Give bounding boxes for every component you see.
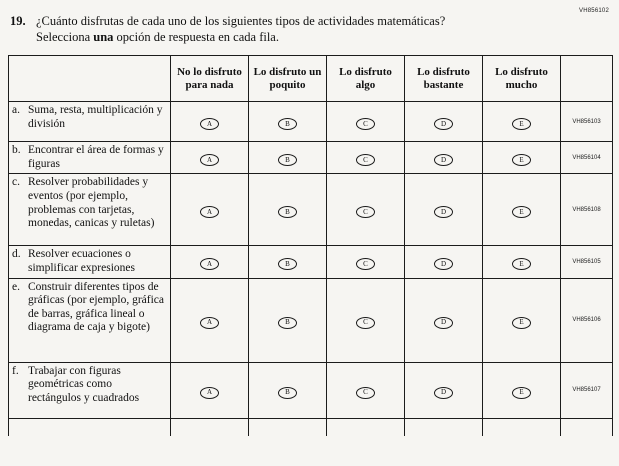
answer-bubble-b[interactable] — [278, 387, 297, 399]
option-cell-3 — [327, 246, 405, 278]
option-cell-2 — [249, 174, 327, 246]
answer-bubble-a[interactable] — [200, 317, 219, 329]
bubble-letter: B — [285, 388, 290, 396]
bubble-letter: A — [206, 207, 213, 216]
answer-bubble-e[interactable] — [512, 258, 531, 270]
header-row — [9, 56, 613, 102]
bubble-letter: B — [285, 207, 290, 216]
bubble-letter: E — [519, 207, 524, 216]
row-accession-code: VH856108 — [561, 174, 613, 246]
bubble-letter: E — [519, 155, 524, 164]
table-row — [9, 174, 613, 246]
option-cell-2 — [249, 246, 327, 278]
answer-bubble-d[interactable] — [434, 206, 453, 218]
partial-cutoff-row — [9, 418, 613, 436]
option-cell-4 — [405, 278, 483, 362]
option-cell-5 — [483, 102, 561, 142]
option-cell-1 — [171, 102, 249, 142]
answer-bubble-b[interactable] — [278, 118, 297, 130]
option-cell-5 — [483, 246, 561, 278]
bubble-letter: D — [440, 259, 447, 268]
option-cell-5 — [483, 362, 561, 418]
answer-bubble-a[interactable] — [200, 118, 219, 130]
table-row — [9, 102, 613, 142]
bubble-letter: C — [363, 388, 368, 396]
response-matrix-table — [8, 55, 613, 436]
bubble-letter: B — [285, 318, 290, 326]
row-letter: d. — [12, 248, 21, 261]
bubble-letter: B — [285, 155, 290, 164]
option-cell-4 — [405, 362, 483, 418]
option-cell-3 — [327, 102, 405, 142]
activity-label-cell — [9, 278, 171, 362]
header-option-5: Lo disfruto mucho — [483, 56, 561, 102]
answer-bubble-d[interactable] — [434, 118, 453, 130]
table-row — [9, 142, 613, 174]
answer-bubble-a[interactable] — [200, 387, 219, 399]
option-cell-5 — [483, 142, 561, 174]
bubble-letter: A — [206, 155, 213, 164]
answer-bubble-c[interactable] — [356, 118, 375, 130]
answer-bubble-c[interactable] — [356, 387, 375, 399]
answer-bubble-a[interactable] — [200, 154, 219, 166]
bubble-letter: C — [363, 318, 368, 326]
option-cell-3 — [327, 174, 405, 246]
bubble-letter: D — [440, 207, 447, 216]
row-letter: a. — [12, 104, 20, 117]
answer-bubble-e[interactable] — [512, 118, 531, 130]
answer-bubble-c[interactable] — [356, 258, 375, 270]
header-option-2: Lo disfruto un poquito — [249, 56, 327, 102]
bubble-letter: A — [206, 388, 213, 396]
bubble-letter: E — [519, 318, 524, 326]
bubble-letter: D — [440, 318, 447, 326]
bubble-letter: D — [440, 388, 447, 396]
answer-bubble-c[interactable] — [356, 154, 375, 166]
answer-bubble-d[interactable] — [434, 258, 453, 270]
option-cell-2 — [249, 142, 327, 174]
activity-label: Trabajar con figuras geométricas como rectángulos y cuadrados — [28, 364, 140, 404]
answer-bubble-d[interactable] — [434, 317, 453, 329]
answer-bubble-b[interactable] — [278, 317, 297, 329]
activity-label: Construir diferentes tipos de gráficas (por ejemplo, gráfica de barras, gráfica lineal o diagrama de caja y bigote) — [28, 280, 165, 334]
bubble-letter: A — [206, 318, 213, 326]
row-accession-code: VH856107 — [561, 362, 613, 418]
question-text-after: opción de respuesta en cada fila. — [113, 29, 279, 44]
answer-bubble-a[interactable] — [200, 258, 219, 270]
answer-bubble-e[interactable] — [512, 206, 531, 218]
answer-bubble-b[interactable] — [278, 206, 297, 218]
answer-bubble-d[interactable] — [434, 387, 453, 399]
bubble-letter: C — [363, 207, 368, 216]
bubble-letter: C — [363, 259, 368, 268]
bubble-letter: E — [519, 119, 524, 128]
activity-label: Encontrar el área de formas y figuras — [28, 144, 164, 170]
answer-bubble-b[interactable] — [278, 154, 297, 166]
option-cell-4 — [405, 102, 483, 142]
table-body — [9, 102, 613, 436]
option-cell-1 — [171, 278, 249, 362]
option-cell-1 — [171, 246, 249, 278]
row-accession-code: VH856106 — [561, 278, 613, 362]
option-cell-4 — [405, 174, 483, 246]
row-letter: f. — [12, 364, 19, 377]
option-cell-1 — [171, 174, 249, 246]
option-cell-1 — [171, 362, 249, 418]
table-row — [9, 246, 613, 278]
answer-bubble-d[interactable] — [434, 154, 453, 166]
bubble-letter: A — [206, 119, 213, 128]
bubble-letter: B — [285, 119, 290, 128]
option-cell-2 — [249, 362, 327, 418]
row-accession-code: VH856104 — [561, 142, 613, 174]
option-cell-3 — [327, 142, 405, 174]
option-cell-2 — [249, 278, 327, 362]
bubble-letter: B — [285, 259, 290, 268]
answer-bubble-c[interactable] — [356, 206, 375, 218]
row-letter: e. — [12, 280, 20, 293]
option-cell-3 — [327, 362, 405, 418]
header-option-3: Lo disfruto algo — [327, 56, 405, 102]
activity-label: Resolver ecuaciones o simplificar expresiones — [28, 248, 135, 274]
answer-bubble-e[interactable] — [512, 154, 531, 166]
table-row — [9, 278, 613, 362]
header-option-4: Lo disfruto bastante — [405, 56, 483, 102]
bubble-letter: D — [440, 155, 447, 164]
bubble-letter: D — [440, 119, 447, 128]
bubble-letter: E — [519, 259, 524, 268]
question-number: 19. — [10, 14, 26, 28]
answer-bubble-b[interactable] — [278, 258, 297, 270]
activity-label: Resolver probabilidades y eventos (por ejemplo, problemas con tarjetas, monedas, canicas y ruletas) — [28, 176, 155, 230]
bubble-letter: E — [519, 388, 524, 396]
header-empty-left — [9, 56, 171, 102]
question-block — [0, 0, 480, 45]
question-text — [36, 14, 480, 45]
activity-label-cell — [9, 246, 171, 278]
row-accession-code: VH856105 — [561, 246, 613, 278]
activity-label-cell — [9, 174, 171, 246]
header-empty-right — [561, 56, 613, 102]
row-letter: c. — [12, 176, 20, 189]
table-row — [9, 362, 613, 418]
option-cell-5 — [483, 174, 561, 246]
activity-label-cell — [9, 142, 171, 174]
row-letter: b. — [12, 144, 21, 157]
bubble-letter: C — [363, 119, 368, 128]
bubble-letter: C — [363, 155, 368, 164]
activity-label: Suma, resta, multiplicación y división — [28, 104, 163, 130]
answer-bubble-e[interactable] — [512, 317, 531, 329]
option-cell-3 — [327, 278, 405, 362]
option-cell-1 — [171, 142, 249, 174]
activity-label-cell — [9, 362, 171, 418]
question-text-before: ¿Cuánto disfrutas de cada uno de los siguientes tipos de actividades matemáticas? Selecciona — [36, 14, 446, 44]
question-text-bold: una — [93, 29, 114, 44]
header-option-1: No lo disfruto para nada — [171, 56, 249, 102]
answer-bubble-a[interactable] — [200, 206, 219, 218]
bubble-letter: A — [206, 259, 213, 268]
row-accession-code: VH856103 — [561, 102, 613, 142]
option-cell-2 — [249, 102, 327, 142]
option-cell-4 — [405, 246, 483, 278]
activity-label-cell — [9, 102, 171, 142]
answer-bubble-e[interactable] — [512, 387, 531, 399]
page-accession-code: VH856102 — [579, 8, 609, 14]
answer-bubble-c[interactable] — [356, 317, 375, 329]
option-cell-5 — [483, 278, 561, 362]
option-cell-4 — [405, 142, 483, 174]
